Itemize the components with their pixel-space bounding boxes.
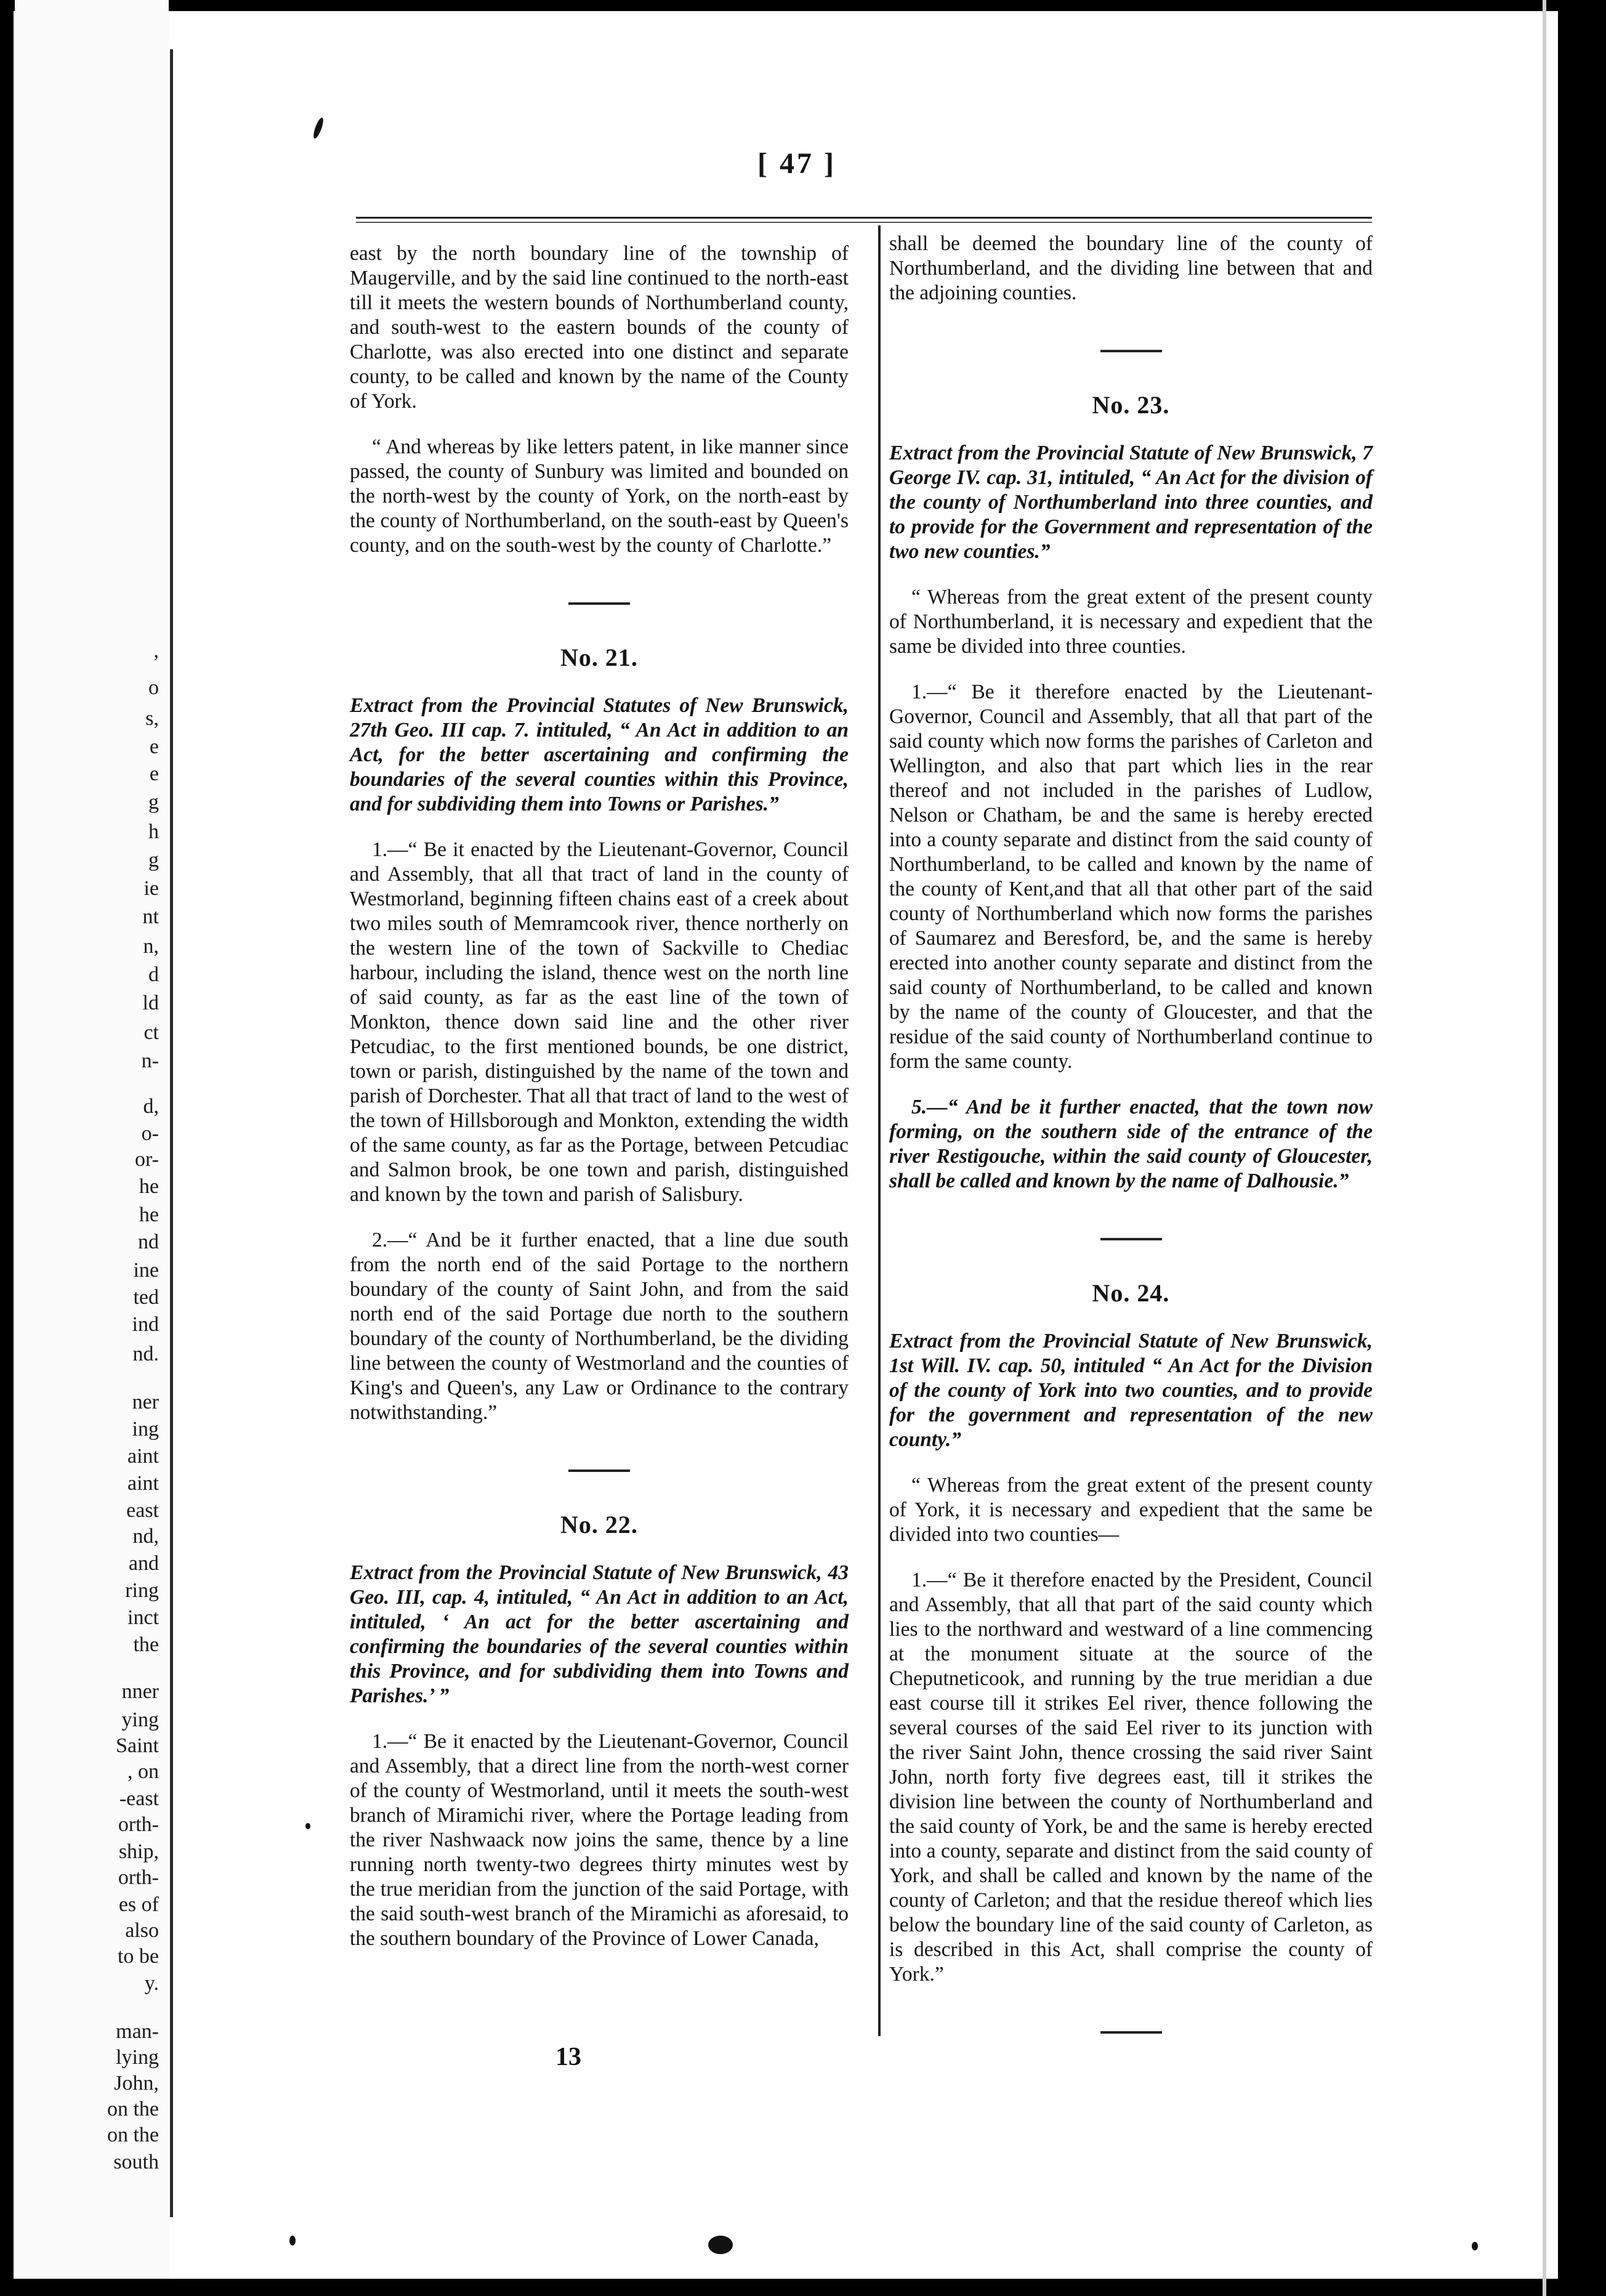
- margin-fragment: y.: [144, 1972, 159, 1995]
- margin-fragment: on the: [107, 2098, 159, 2120]
- margin-fragment: he: [139, 1175, 159, 1198]
- margin-fragment: Saint: [116, 1734, 159, 1757]
- margin-fragment: g: [148, 849, 159, 871]
- scan-border-top: [0, 0, 1606, 11]
- northumberland-boundary-paragraph: shall be deemed the boundary line of the county of Northumberland, and the dividing line between that and the adjoining counties.: [889, 232, 1373, 304]
- margin-fragment: orth-: [118, 1866, 159, 1889]
- page-number: [ 47 ]: [757, 147, 836, 180]
- column-divider: [878, 225, 881, 2036]
- ink-mark: [305, 1823, 310, 1829]
- margin-fragment: ship,: [118, 1840, 159, 1863]
- margin-fragment: -east: [119, 1787, 159, 1810]
- margin-fragment: ing: [132, 1418, 159, 1441]
- margin-fragment: , on: [127, 1760, 159, 1783]
- margin-fragment: nd.: [132, 1343, 159, 1365]
- no-21-section-2: 2.—“ And be it further enacted, that a line due south from the north end of the said Portage to the northern boundary of the county of Saint John, and from the said north end of the said Portage due north to the southern boundary of the county of Northumberland, be the dividing line between the county of Westmorland and the counties of King's and Queen's, any Law or Ordinance to the contrary notwithstanding.”: [350, 1229, 849, 1424]
- margin-fragment: es of: [118, 1893, 159, 1916]
- margin-fragment: h: [148, 820, 159, 843]
- margin-fragment: s,: [145, 707, 159, 730]
- margin-fragment: d,: [143, 1095, 159, 1118]
- margin-fragment: e: [149, 762, 159, 785]
- no-21-section-1: 1.—“ Be it enacted by the Lieutenant-Governor, Council and Assembly, that all that tract of land in the county of Westmorland, beginning fifteen chains east of a creek about two miles south of Memramcook river, thence northerly on the western line of the town of Sackville to Chediac harbour, including the island, thence west on the north line of said county, as far as the east line of the town of Monkton, thence down said line and the other river Petcudiac, to the first mentioned bounds, be one district, town or parish, distinguished by the name of the town and parish of Dorchester. That all that tract of land to the west of the town of Hillsborough and Monkton, extending the width of the same county, as far as the Portage, between Petcudiac and Salmon brook, be one town and parish, distinguished and known by the town and parish of Salisbury.: [350, 838, 849, 1206]
- page-edge: [1543, 0, 1546, 2296]
- signature-mark: 13: [555, 2043, 581, 2071]
- york-county-paragraph: east by the north boundary line of the township of Maugerville, and by the said line continued to the north-east till it meets the western bounds of Northumberland county, and south-west to the eastern bounds of the county of Charlotte, was also erected into one distinct and separate county, to be called and known by the name of the County of York.: [350, 242, 849, 413]
- margin-fragment: d: [148, 963, 159, 986]
- margin-fragment: to be: [117, 1945, 159, 1968]
- margin-fragment: nd: [138, 1231, 159, 1253]
- section-rule: [568, 602, 630, 605]
- scan-border-left: [0, 0, 14, 2296]
- right-column: [889, 232, 1373, 2074]
- margin-fragment: aint: [127, 1472, 159, 1495]
- margin-fragment: nd,: [132, 1525, 159, 1548]
- section-heading-no-23: No. 23.: [1092, 391, 1170, 419]
- margin-fragment: n,: [143, 935, 159, 958]
- margin-fragment: ,: [153, 639, 159, 662]
- margin-fragment: ted: [133, 1286, 159, 1309]
- margin-fragment: ct: [143, 1021, 159, 1044]
- margin-fragment: the: [133, 1633, 159, 1656]
- section-heading-no-21: No. 21.: [560, 644, 638, 671]
- margin-fragment: o-: [141, 1122, 159, 1145]
- section-heading-no-22: No. 22.: [560, 1511, 638, 1538]
- no-23-preamble: “ Whereas from the great extent of the present county of Northumberland, it is necessary and expedient that the same be divided into three counties.: [889, 586, 1373, 658]
- scan-border-bottom: [0, 2279, 1606, 2296]
- margin-fragment: ld: [142, 992, 159, 1014]
- margin-fragment: east: [126, 1499, 159, 1522]
- no-24-preamble: “ Whereas from the great extent of the present county of York, it is necessary and expedient that the same be divided into two counties—: [889, 1474, 1373, 1546]
- margin-fragment: also: [125, 1919, 159, 1942]
- scan-border-right: [1558, 0, 1606, 2296]
- extract-no-22: Extract from the Provincial Statute of New Brunswick, 43 Geo. III, cap. 4, intituled, “ An Act in addition to an Act, intituled, ‘ An act for the better ascertaining and confirming the boundaries of the several counties within this Province, and for subdividing them into Towns and Parishes.’ ”: [350, 1561, 849, 1707]
- extract-no-23: Extract from the Provincial Statute of New Brunswick, 7 George IV. cap. 31, intituled, “ An Act for the division of the county of Northumberland into three counties, and to provide for the Government and representation of the two new counties.”: [889, 442, 1373, 563]
- margin-fragment: ner: [132, 1391, 159, 1413]
- margin-fragment: on the: [107, 2124, 159, 2146]
- margin-fragment: and: [128, 1552, 159, 1575]
- margin-fragment: aint: [127, 1445, 159, 1468]
- margin-fragment: o: [148, 676, 159, 699]
- margin-fragment: ie: [143, 877, 159, 900]
- margin-fragment: ying: [121, 1708, 159, 1731]
- section-rule: [568, 1469, 630, 1472]
- margin-fragment: man-: [116, 2020, 159, 2043]
- no-24-section-1: 1.—“ Be it therefore enacted by the President, Council and Assembly, that all that part of the said county which lies to the northward and westward of a line commencing at the monument situate at the source of the Cheputneticook, and running by the true meridian a due east course till it strikes Eel river, thence following the several courses of the said Eel river to its junction with the river Saint John, thence crossing the said river Saint John, north forty five degrees east, till it strikes the division line between the county of Northumberland and the said county of York, be and the same is hereby erected into a county, separate and distinct from the said county of York, and shall be called and known by the name of the county of Carleton; and that the residue thereof which lies below the boundary line of the said county of Carleton, as is described in this Act, shall comprise the county of York.”: [889, 1569, 1373, 1986]
- margin-fragment: inct: [127, 1606, 159, 1629]
- page-gutter: [170, 49, 173, 2217]
- header-rule-thin: [356, 222, 1372, 223]
- section-rule: [1100, 2031, 1162, 2034]
- margin-fragment: lying: [116, 2046, 159, 2069]
- margin-fragment: nt: [142, 905, 159, 928]
- margin-fragment: n-: [141, 1049, 159, 1072]
- margin-fragment: ring: [125, 1579, 159, 1602]
- section-heading-no-24: No. 24.: [1092, 1279, 1170, 1307]
- margin-fragment: ine: [133, 1259, 159, 1282]
- margin-fragment: he: [139, 1203, 159, 1226]
- ink-mark: [289, 2236, 296, 2245]
- margin-fragment: e: [149, 735, 159, 758]
- no-23-section-1: 1.—“ Be it therefore enacted by the Lieutenant-Governor, Council and Assembly, that all that part of the said county which now forms the parishes of Carleton and Wellington, and also that part which lies in the rear thereof and not included in the parishes of Ludlow, Nelson or Chatham, be and the same is hereby erected into a county separate and distinct from the said county of Northumberland, to be called and known by the name of the county of Kent,and that all that other part of the said county of Northumberland which now forms the parishes of Saumarez and Beresford, be, and the same is hereby erected into another county separate and distinct from the said county of Northumberland, to be called and known by the name of the county of Gloucester, and that the residue of the said county of Northumberland continue to form the same county.: [889, 681, 1373, 1073]
- margin-fragment: ind: [132, 1313, 159, 1336]
- margin-fragment: John,: [114, 2072, 159, 2095]
- ink-mark: [312, 116, 325, 139]
- no-23-section-5: 5.—“ And be it further enacted, that the town now forming, on the southern side of the entrance of the river Restigouche, within the said county of Gloucester, shall be called and known by the name of Dalhousie.”: [889, 1096, 1373, 1192]
- ink-mark: [1472, 2242, 1478, 2250]
- margin-fragment: or-: [135, 1148, 159, 1171]
- margin-fragment: g: [148, 791, 159, 814]
- ink-mark: [708, 2236, 733, 2254]
- section-rule: [1100, 350, 1162, 352]
- extract-no-24: Extract from the Provincial Statute of New Brunswick, 1st Will. IV. cap. 50, intituled “ An Act for the Division of the county of York into two counties, and to provide for the government and representation of the new county.”: [889, 1330, 1373, 1451]
- left-column: [350, 241, 849, 1972]
- no-22-section-1: 1.—“ Be it enacted by the Lieutenant-Governor, Council and Assembly, that a direct line from the north-west corner of the county of Westmorland, until it meets the south-west branch of Miramichi river, where the Portage leading from the river Nashwaack now joins the same, thence by a line running north twenty-two degrees thirty minutes west by the true meridian from the junction of the said Portage, with the said south-west branch of the Miramichi as aforesaid, to the southern boundary of the Province of Lower Canada,: [350, 1730, 849, 1950]
- margin-fragment: south: [113, 2151, 159, 2173]
- margin-fragment: nner: [121, 1680, 159, 1703]
- extract-no-21: Extract from the Provincial Statutes of New Brunswick, 27th Geo. III cap. 7. intituled, “ An Act in addition to an Act, for the better ascertaining and confirming the boundaries of the several counties within this Province, and for subdividing them into Towns or Parishes.”: [350, 694, 849, 815]
- header-rule: [356, 217, 1372, 219]
- margin-fragment: orth-: [118, 1813, 159, 1836]
- section-rule: [1100, 1238, 1162, 1240]
- sunbury-paragraph: “ And whereas by like letters patent, in like manner since passed, the county of Sunbury was limited and bounded on the north-west by the county of York, on the north-east by the county of Northumberland, on the south-east by Queen's county, and on the south-west by the county of Charlotte.”: [350, 435, 849, 557]
